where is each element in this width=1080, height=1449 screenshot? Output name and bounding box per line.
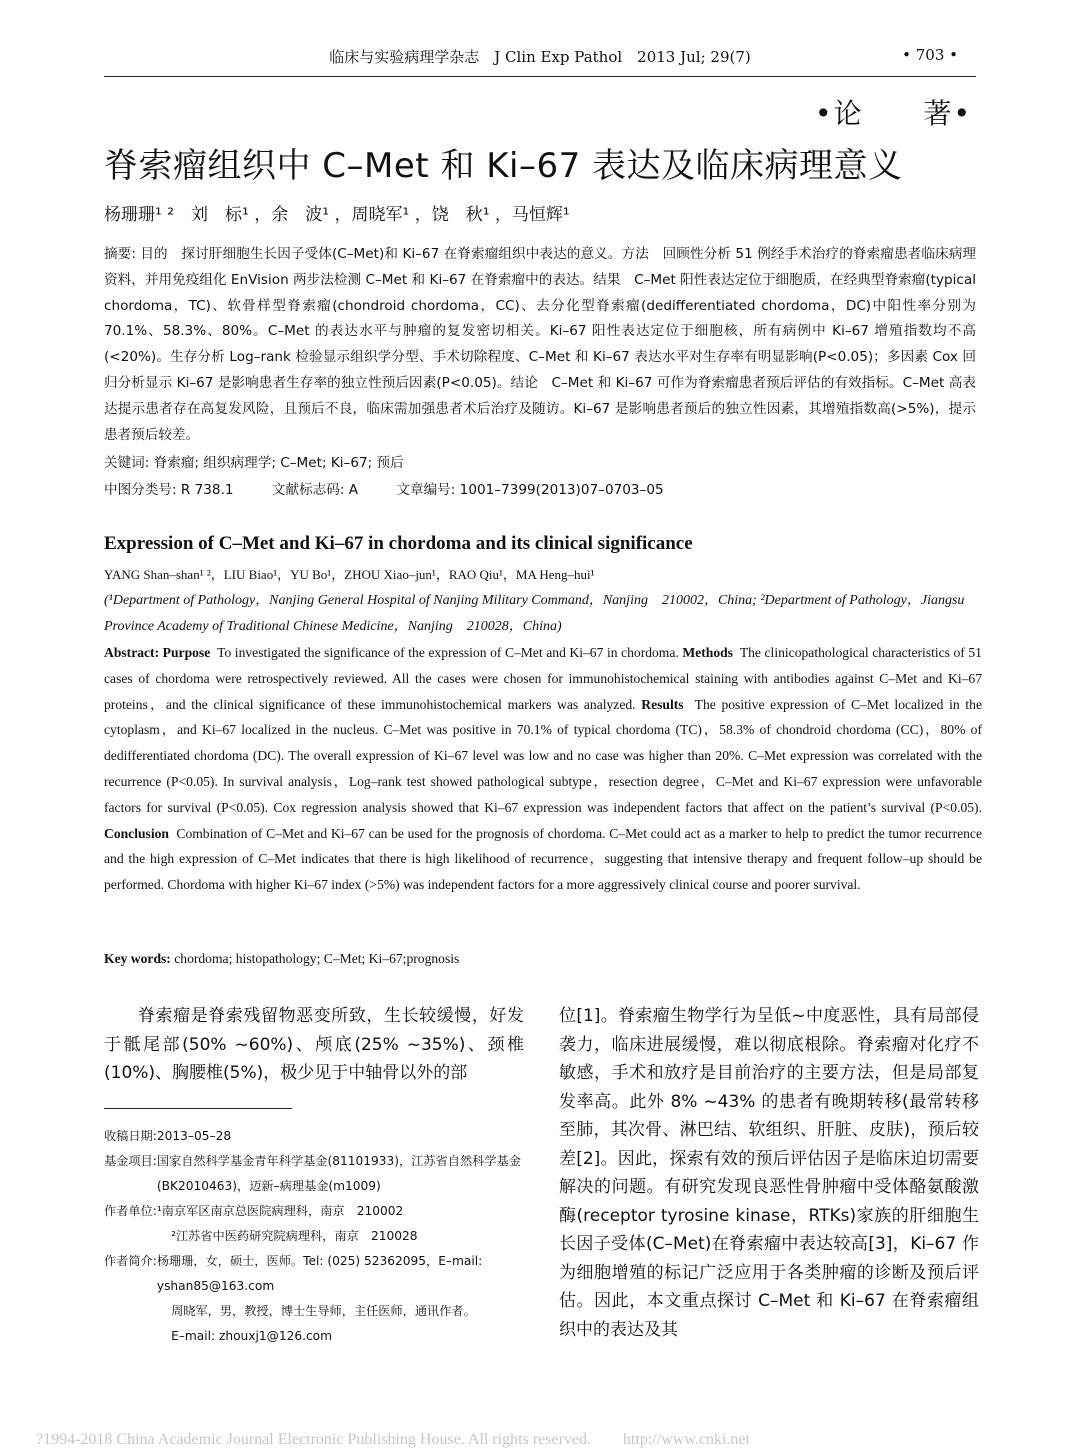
footnote-label: 基金项目: bbox=[104, 1154, 157, 1168]
purpose-text: To investigated the significance of the expression of C–Met and Ki–67 in chordoma. bbox=[217, 645, 679, 660]
footnote-label: 收稿日期: bbox=[104, 1129, 157, 1143]
document-code: 文献标志码: A bbox=[271, 482, 359, 498]
keywords-en bbox=[104, 951, 459, 967]
conclusion-text: Combination of C–Met and Ki–67 can be used for the prognosis of chordoma. C–Met could act as a marker to help to predict the tumor recurrence and the high expression of C–Met indicates that there is high likelihood of recurrence，suggesting that intensive therapy and frequent follow–up should be performed. Chordoma with higher Ki–67 index (>5%) was independent factors for a more aggressively clinical course and poorer survival. bbox=[104, 825, 982, 893]
footnote-text: 杨珊珊，女，硕士，医师。Tel: (025) 52362095，E–mail: yshan85@163.com bbox=[156, 1254, 483, 1293]
results-label: Results bbox=[641, 696, 684, 712]
classification-line bbox=[104, 478, 698, 498]
abstract-cn: 摘要: 目的 探讨肝细胞生长因子受体(C–Met)和 Ki–67 在脊索瘤组织中表达的意义。方法 回顾性分析 51 例经手术治疗的脊索瘤患者临床病理资料，并用免疫组化 EnVision 两步法检测 C–Met 和 Ki–67 在脊索瘤中的表达。结果 C–Met 阳性表达定位于细胞质，在经典型脊索瘤(typical chordoma，TC)、软骨样型脊索瘤(chondroid chordoma，CC)、去分化型脊索瘤(dedifferentiated chordoma，DC)中阳性率分别为 70.1%、58.3%、80%。C–Met 的表达水平与肿瘤的复发密切相关。Ki–67 阳性表达定位于细胞核，所有病例中 Ki–67 增殖指数均不高(<20%)。生存分析 Log–rank 检验显示组织学分型、手术切除程度、C–Met 和 Ki–67 表达水平对生存率有明显影响(P<0.05)；多因素 Cox 回归分析显示 Ki–67 是影响患者生存率的独立性预后因素(P<0.05)。结论 C–Met 和 Ki–67 可作为脊索瘤患者预后评估的有效指标。C–Met 高表达提示患者存在高复发风险，且预后不良，临床需加强患者术后治疗及随访。Ki–67 是影响患者预后的独立性因素，其增殖指数高(>5%)，提示患者预后较差。 bbox=[104, 246, 976, 443]
page-number: • 703 • bbox=[902, 46, 958, 64]
purpose-label: Purpose bbox=[162, 645, 211, 660]
footnote-divider bbox=[104, 1108, 292, 1109]
methods-text: The clinicopathological characteristics of 51 cases of chordoma were retrospectively reviewed. All the cases were chosen for immunohistochemical staining with antibodies against C–Met and Ki–67 proteins，and the clinical significance of these immunohistochemical markers was analyzed. bbox=[104, 645, 982, 712]
journal-citation: 临床与实验病理学杂志 J Clin Exp Pathol 2013 Jul; 29(7) bbox=[329, 48, 751, 66]
abstract-label: Abstract: bbox=[104, 645, 160, 660]
footnote-label: 作者简介: bbox=[104, 1254, 157, 1268]
footnote-received bbox=[104, 1124, 534, 1149]
keywords-en-label: Key words: bbox=[104, 951, 171, 966]
copyright-watermark: ?1994-2018 China Academic Journal Electronic Publishing House. All rights reserved. http://www.cnki.net bbox=[36, 1431, 750, 1448]
running-header bbox=[104, 40, 976, 77]
footnote-text: ²江苏省中医药研究院病理科，南京 210028 bbox=[171, 1229, 418, 1243]
footnote-email bbox=[104, 1324, 534, 1349]
author-list-en: YANG Shan–shan¹ ²，LIU Biao¹，YU Bo¹，ZHOU Xiao–jun¹，RAO Qiu¹，MA Heng–hui¹ bbox=[104, 567, 595, 582]
author-list-cn: 杨珊珊¹ ² 刘 标¹ ，余 波¹ ，周晓军¹ ，饶 秋¹ ，马恒辉¹ bbox=[104, 205, 570, 225]
footnote-label: 作者单位: bbox=[104, 1204, 157, 1218]
footnote-affiliation-2 bbox=[104, 1224, 534, 1249]
abstract-en bbox=[104, 640, 982, 898]
article-title-en: Expression of C–Met and Ki–67 in chordoma and its clinical significance bbox=[104, 533, 693, 554]
footnote-affiliation bbox=[104, 1199, 534, 1224]
footnote-text: 2013–05–28 bbox=[156, 1129, 232, 1143]
footnote-text: E–mail: zhouxj1@126.com bbox=[171, 1329, 332, 1343]
footnote-author-bio bbox=[104, 1249, 534, 1299]
article-title-cn: 脊索瘤组织中 C–Met 和 Ki–67 表达及临床病理意义 bbox=[104, 146, 903, 186]
affiliation-en: (¹Department of Pathology，Nanjing General Hospital of Nanjing Military Command，Nanjing 210002，China; ²Department of Pathology，Jiangsu Province Academy of Traditional Chinese Medicine，Nanjing 210028，China) bbox=[104, 593, 965, 634]
body-text-left-column: 脊索瘤是脊索残留物恶变所致，生长较缓慢，好发于骶尾部(50% ~60%)、颅底(25% ~35%)、颈椎(10%)、胸腰椎(5%)，极少见于中轴骨以外的部 bbox=[104, 1006, 524, 1083]
conclusion-label: Conclusion bbox=[104, 825, 169, 841]
footnote-funding bbox=[104, 1149, 534, 1199]
methods-label: Methods bbox=[682, 645, 733, 660]
body-text-right-column: 位[1]。脊索瘤生物学行为呈低~中度恶性，具有局部侵袭力，临床进展缓慢，难以彻底根除。脊索瘤对化疗不敏感，手术和放疗是目前治疗的主要方法，但是局部复发率高。此外 8% ~43% 的患者有晚期转移(最常转移至肺，其次骨、淋巴结、软组织、肝脏、皮肤)，预后较差[2]。因此，探索有效的预后评估因子是临床迫切需要解决的问题。有研究发现良恶性骨肿瘤中受体酪氨酸激酶(receptor tyrosine kinase，RTKs)家族的肝细胞生长因子受体(C–Met)在脊索瘤中表达较高[3]，Ki–67 作为细胞增殖的标记广泛应用于各类肿瘤的诊断及预后评估。因此，本文重点探讨 C–Met 和 Ki–67 在脊索瘤组织中的表达及其 bbox=[559, 1006, 979, 1340]
footnotes bbox=[104, 1124, 534, 1349]
clc-number: 中图分类号: R 738.1 bbox=[104, 482, 234, 498]
keywords-cn: 关键词: 脊索瘤; 组织病理学; C–Met; Ki–67; 预后 bbox=[104, 455, 404, 471]
footnote-text: 周晓军，男，教授，博士生导师，主任医师，通讯作者。 bbox=[171, 1304, 476, 1318]
section-tag: •论 著• bbox=[814, 97, 972, 130]
footnote-text: ¹南京军区南京总医院病理科，南京 210002 bbox=[156, 1204, 404, 1218]
footnote-text: 国家自然科学基金青年科学基金(81101933)，江苏省自然科学基金(BK2010463)，迈新–病理基金(m1009) bbox=[156, 1154, 521, 1193]
article-number: 文章编号: 1001–7399(2013)07–0703–05 bbox=[396, 482, 664, 498]
keywords-en-text: chordoma; histopathology; C–Met; Ki–67;prognosis bbox=[174, 951, 460, 966]
footnote-corresponding bbox=[104, 1299, 534, 1324]
results-text: The positive expression of C–Met localized in the cytoplasm，and Ki–67 localized in the nucleus. C–Met was positive in 70.1% of typical chordoma (TC)，58.3% of chondroid chordoma (CC)，80% of dedifferentiated chordoma (DC). The overall expression of Ki–67 level was low and no case was higher than 20%. C–Met expression was correlated with the recurrence (P<0.05). In survival analysis，Log–rank test showed pathological subtype，resection degree，C–Met and Ki–67 expression were unfavorable factors for survival (P<0.05). Cox regression analysis showed that Ki–67 expression was independent factors that affect on the patient’s survival (P<0.05). bbox=[104, 696, 982, 815]
